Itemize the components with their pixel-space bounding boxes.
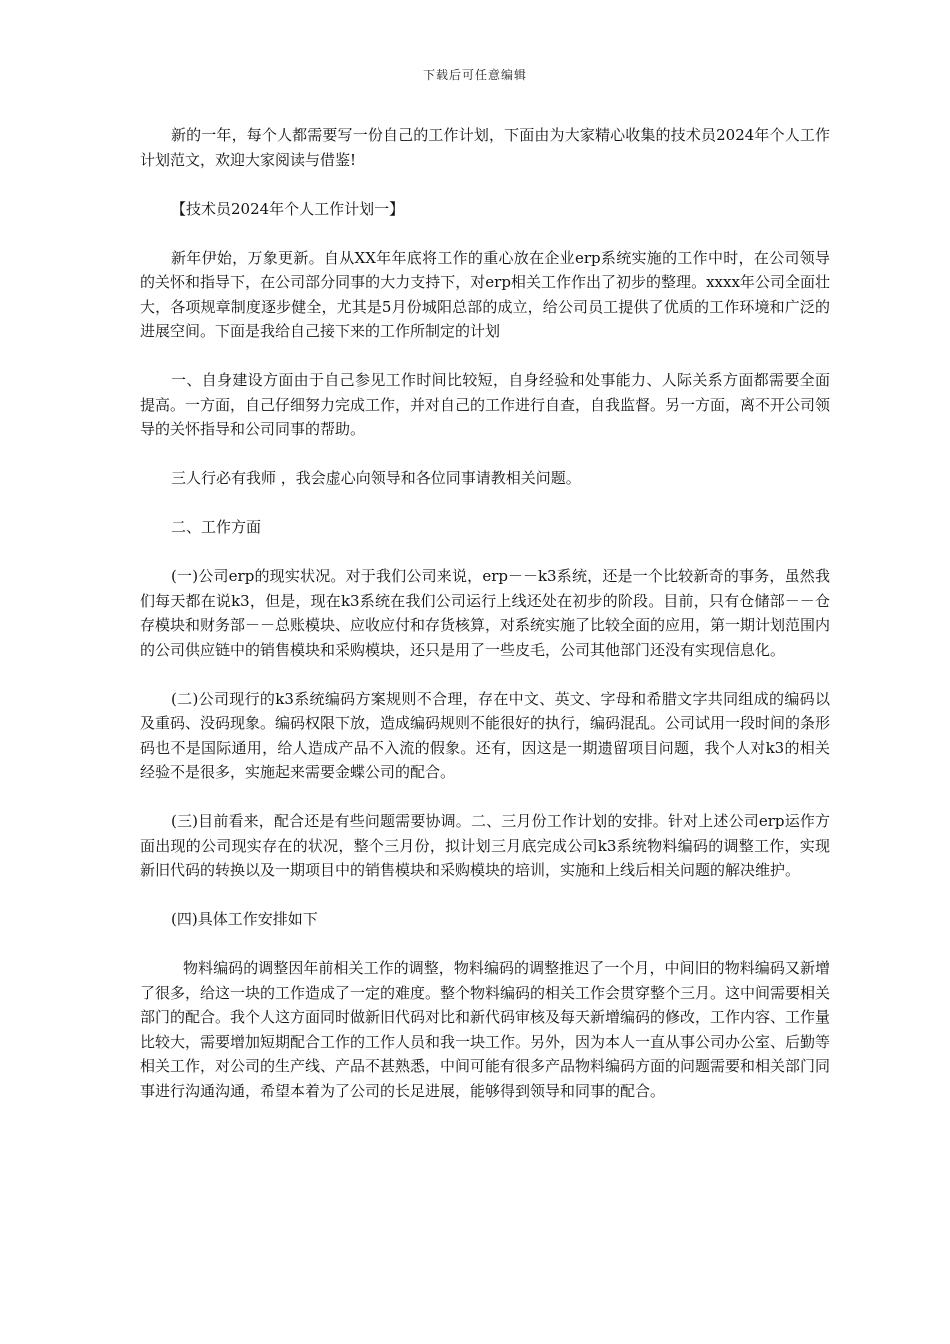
section-heading: 【技术员2024年个人工作计划一】	[171, 199, 405, 218]
body-paragraph: 物料编码的调整因年前相关工作的调整，物料编码的调整推迟了一个月，中间旧的物料编码又新增了很多，给这一块的工作造成了一定的难度。整个物料编码的相关工作会贯穿整个三月。这中间需要相关部门的配合。我个人这方面同时做新旧代码对比和新代码审核及每天新增编码的修改，工作内容、工作量比较大，需要增加短期配合工作的工作人员和我一块工作。另外，因为本人一直从事公司办公室、后勤等相关工作，对公司的生产线、产品不甚熟悉，中间可能有很多产品物料编码方面的问题需要和相关部门同事进行沟通沟通，希望本着为了公司的长足进展，能够得到领导和同事的配合。	[140, 959, 831, 1100]
intro-paragraph: 新的一年，每个人都需要写一份自己的工作计划，下面由为大家精心收集的技术员2024年个人工作计划范文，欢迎大家阅读与借鉴!	[140, 126, 830, 169]
header-note: 下载后可任意编辑	[422, 68, 527, 82]
body-paragraph: (一)公司erp的现实状况。对于我们公司来说，erp－－k3系统，还是一个比较新奇的事务，虽然我们每天都在说k3，但是，现在k3系统在我们公司运行上线还处在初步的阶段。目前，只有仓储部－－仓存模块和财务部－－总账模块、应收应付和存货核算，对系统实施了比较全面的应用，第一期计划范围内的公司供应链中的销售模块和采购模块，还只是用了一些皮毛，公司其他部门还没有实现信息化。	[140, 567, 831, 659]
body-paragraph: 新年伊始，万象更新。自从XX年年底将工作的重心放在企业erp系统实施的工作中时，在公司领导的关怀和指导下，在公司部分同事的大力支持下，对erp相关工作作出了初步的整理。xxxx年公司全面壮大，各项规章制度逐步健全，尤其是5月份城阳总部的成立，给公司员工提供了优质的工作环境和广泛的进展空间。下面是我给自己接下来的工作所制定的计划	[140, 248, 830, 340]
body-paragraph: (三)目前看来，配合还是有些问题需要协调。二、三月份工作计划的安排。针对上述公司erp运作方面出现的公司现实存在的状况，整个三月份，拟计划三月底完成公司k3系统物料编码的调整工作，实现新旧代码的转换以及一期项目中的销售模块和采购模块的培训，实施和上线后相关问题的解决维护。	[140, 812, 830, 879]
document-body	[140, 123, 830, 1128]
body-paragraph: 三人行必有我师 ，我会虚心向领导和各位同事请教相关问题。	[171, 469, 581, 487]
body-paragraph: 一、自身建设方面由于自己参见工作时间比较短，自身经验和处事能力、人际关系方面都需要全面提高。一方面，自己仔细努力完成工作，并对自己的工作进行自查，自我监督。另一方面，离不开公司领导的关怀指导和公司同事的帮助。	[140, 371, 831, 438]
body-paragraph: (二)公司现行的k3系统编码方案规则不合理，存在中文、英文、字母和希腊文字共同组成的编码以及重码、没码现象。编码权限下放，造成编码规则不能很好的执行，编码混乱。公司试用一段时间的条形码也不是国际通用，给人造成产品不入流的假象。还有，因这是一期遗留项目问题，我个人对k3的相关经验不是很多，实施起来需要金蝶公司的配合。	[140, 689, 831, 781]
subsection-heading: 二、工作方面	[171, 518, 262, 536]
subsection-heading: (四)具体工作安排如下	[171, 910, 318, 928]
